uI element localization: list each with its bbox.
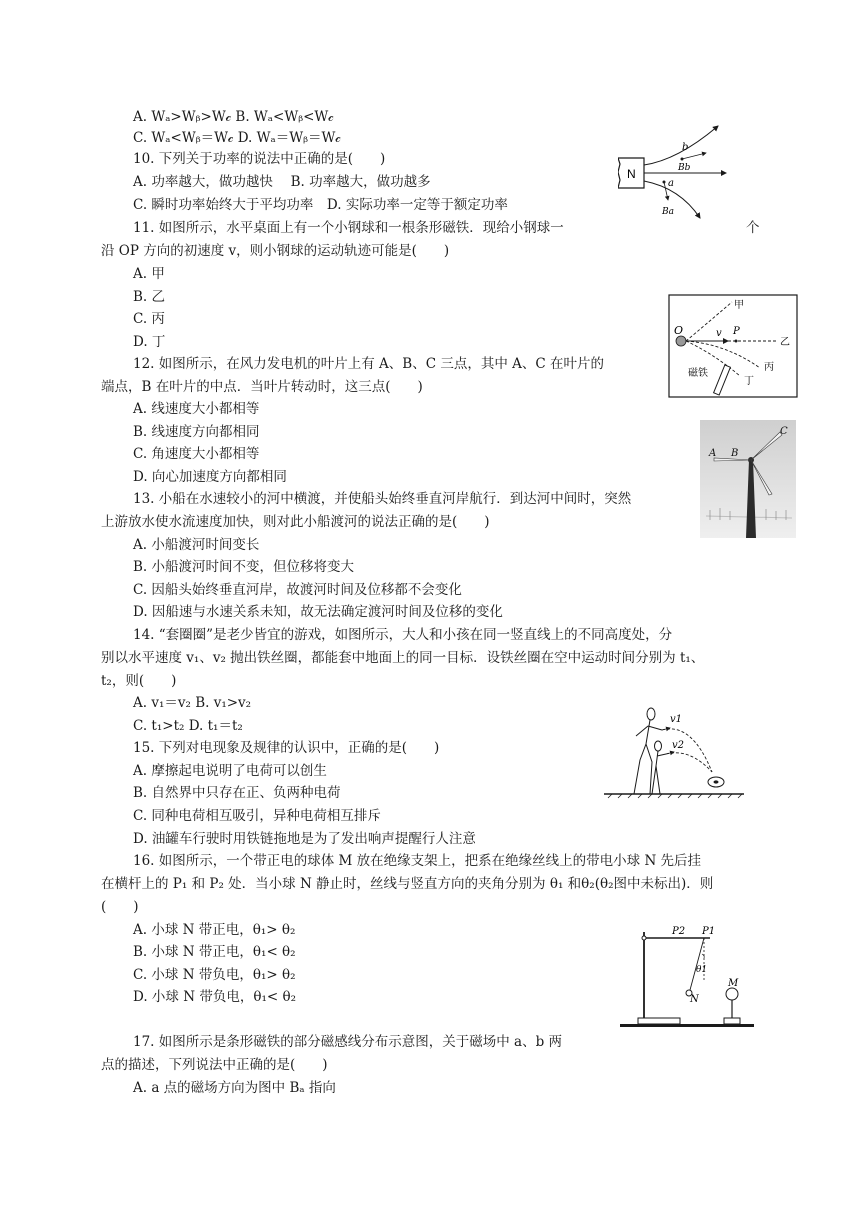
q17-option-a: A. a 点的磁场方向为图中 Bₐ 指向 — [133, 1080, 336, 1096]
m-label: M — [728, 978, 739, 989]
q15-option-a: A. 摩擦起电说明了电荷可以创生 — [133, 763, 327, 779]
q15-option-c: C. 同种电荷相互吸引，异种电荷相互排斥 — [133, 808, 381, 824]
thread — [690, 938, 704, 990]
q16-option-d: D. 小球 N 带负电，θ₁< θ₂ — [133, 989, 297, 1005]
p2-label: P2 — [672, 926, 686, 937]
steel-ball — [676, 336, 686, 346]
q12-option-d: D. 向心加速度方向都相同 — [133, 469, 287, 485]
q16-option-b: B. 小球 N 带正电，θ₁< θ₂ — [133, 944, 296, 960]
point-a-label: a — [668, 178, 674, 189]
steel-ball-figure — [668, 294, 800, 400]
q11-stem-1-end: 个 — [746, 220, 760, 236]
v-label: v — [716, 328, 722, 339]
point-b-label: b — [682, 142, 689, 153]
q16-stem-3: ( ) — [101, 899, 139, 915]
wind-turbine-figure — [700, 420, 796, 538]
q13-option-c: C. 因船头始终垂直河岸，故渡河时间及位移都不会变化 — [133, 582, 462, 598]
point-b-label: B — [731, 448, 739, 459]
q9-options-ab: A. Wₐ>Wᵦ>W𝒸 B. Wₐ<Wᵦ<W𝒸 — [133, 109, 334, 125]
q12-option-a: A. 线速度大小都相等 — [133, 401, 260, 417]
stand-base — [638, 1018, 680, 1024]
q15-stem: 15. 下列对电现象及规律的认识中，正确的是( ) — [133, 740, 440, 756]
theta1-label: θ1 — [696, 965, 708, 975]
q17-stem-2: 点的描述，下列说法中正确的是( ) — [101, 1057, 328, 1073]
q11-stem-2: 沿 OP 方向的初速度 v，则小钢球的运动轨迹可能是( ) — [101, 243, 450, 259]
magnet-label: 磁铁 — [688, 368, 708, 379]
q14-stem-2: 别以水平速度 v₁、v₂ 抛出铁丝圈，都能套中地面上的同一目标．设铁丝圈在空中运动时间分别为 t₁、 — [101, 650, 705, 666]
table-border — [669, 295, 797, 397]
v1-label: v1 — [670, 714, 683, 725]
v2-label: v2 — [672, 740, 685, 751]
q11-option-d: D. 丁 — [133, 334, 166, 350]
jia-label: 甲 — [734, 300, 744, 311]
q17-stem-1: 17. 如图所示是条形磁铁的部分磁感线分布示意图，关于磁场中 a、b 两 — [133, 1034, 563, 1050]
q14-stem-3: t₂，则( ) — [101, 673, 177, 689]
ding-label: 丁 — [744, 376, 754, 387]
n-label: N — [690, 994, 699, 1005]
charged-ball-figure — [620, 920, 754, 1032]
trajectory-v2 — [666, 753, 712, 772]
vector-bb — [682, 153, 706, 159]
trajectory-v1 — [662, 729, 712, 772]
bing-label: 丙 — [764, 362, 774, 373]
q11-option-c: C. 丙 — [133, 311, 165, 327]
q10-stem: 10. 下列关于功率的说法中正确的是( ) — [133, 151, 386, 167]
point-c-label: C — [780, 426, 788, 437]
q10-options-cd: C. 瞬时功率始终大于平均功率 D. 实际功率一定等于额定功率 — [133, 197, 508, 213]
q12-option-b: B. 线速度方向都相同 — [133, 424, 260, 440]
q13-option-d: D. 因船速与水速关系未知，故无法确定渡河时间及位移的变化 — [133, 604, 503, 620]
bb-label: Bb — [678, 163, 691, 173]
pole-n-label: N — [627, 167, 636, 181]
q13-option-b: B. 小船渡河时间不变，但位移将变大 — [133, 559, 355, 575]
q14-options-ab: A. v₁＝v₂ B. v₁>v₂ — [133, 695, 252, 711]
q16-stem-1: 16. 如图所示，一个带正电的球体 M 放在绝缘支架上，把系在绝缘丝线上的带电小球 N 先后挂 — [133, 853, 702, 869]
q12-option-c: C. 角速度大小都相等 — [133, 446, 260, 462]
q12-stem-2: 端点，B 在叶片的中点．当叶片转动时，这三点( ) — [101, 379, 423, 395]
point-o-label: O — [674, 324, 684, 337]
point-a-label: A — [709, 448, 717, 459]
q12-stem-1: 12. 如图所示，在风力发电机的叶片上有 A、B、C 三点，其中 A、C 在叶片的 — [133, 356, 605, 372]
ba-label: Ba — [662, 207, 674, 217]
q11-stem-1: 11. 如图所示，水平桌面上有一个小钢球和一根条形磁铁．现给小钢球一 — [133, 220, 564, 236]
q11-option-b: B. 乙 — [133, 289, 166, 305]
p1-label: P1 — [702, 926, 716, 937]
ball-m — [726, 988, 738, 1000]
q14-options-cd: C. t₁>t₂ D. t₁＝t₂ — [133, 718, 243, 734]
q13-stem-1: 13. 小船在水速较小的河中横渡，并使船头始终垂直河岸航行．到达河中间时，突然 — [133, 491, 632, 507]
q13-stem-2: 上游放水使水流速度加快，则对此小船渡河的说法正确的是( ) — [101, 514, 490, 530]
child-figure — [652, 741, 666, 794]
ring-toss-figure — [604, 700, 744, 800]
q15-option-d: D. 油罐车行驶时用铁链拖地是为了发出响声提醒行人注意 — [133, 831, 476, 847]
yi-label: 乙 — [780, 337, 790, 348]
q9-options-cd: C. Wₐ<Wᵦ＝W𝒸 D. Wₐ＝Wᵦ＝W𝒸 — [133, 130, 341, 146]
point-p-label: P — [733, 326, 740, 337]
q16-stem-2: 在横杆上的 P₁ 和 P₂ 处．当小球 N 静止时，丝线与竖直方向的夹角分别为 θ₁ 和θ₂(θ₂图中未标出)．则 — [101, 876, 714, 892]
q11-option-a: A. 甲 — [133, 266, 165, 282]
q16-option-a: A. 小球 N 带正电，θ₁> θ₂ — [133, 922, 296, 938]
q15-option-b: B. 自然界中只存在正、负两种电荷 — [133, 785, 341, 801]
q10-options-ab: A. 功率越大，做功越快 B. 功率越大，做功越多 — [133, 174, 431, 190]
q14-stem-1: 14. “套圈圈”是老少皆宜的游戏，如图所示，大人和小孩在同一竖直线上的不同高度处，分 — [133, 627, 673, 643]
q13-option-a: A. 小船渡河时间变长 — [133, 537, 260, 553]
magnet-field-figure — [618, 120, 738, 220]
q16-option-c: C. 小球 N 带负电，θ₁> θ₂ — [133, 967, 296, 983]
